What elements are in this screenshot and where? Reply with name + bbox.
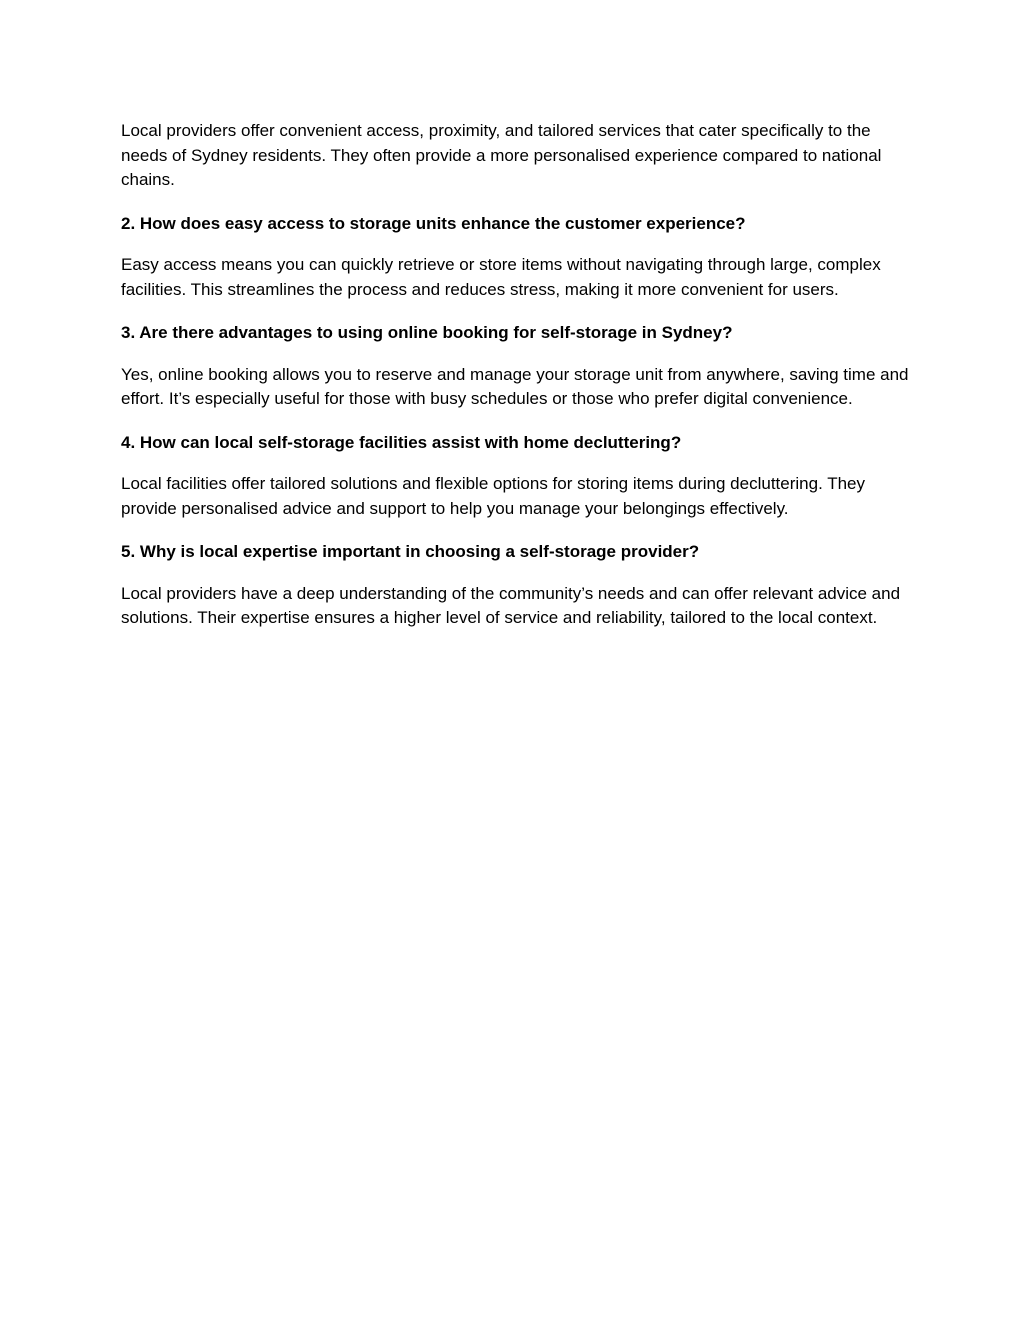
- faq-content: [121, 119, 911, 631]
- question-4: 4. How can local self-storage facilities assist with home decluttering?: [121, 432, 682, 452]
- question-2: 2. How does easy access to storage units enhance the customer experience?: [121, 213, 746, 233]
- answer-1: Local providers offer convenient access, proximity, and tailored services that cater specifically to the needs of Sydney residents. They often provide a more personalised experience compared to national chains.: [121, 121, 882, 189]
- answer-2: Easy access means you can quickly retrieve or store items without navigating through large, complex facilities. This streamlines the process and reduces stress, making it more convenient for users.: [121, 255, 881, 299]
- answer-5: Local providers have a deep understanding of the community’s needs and can offer relevant advice and solutions. Their expertise ensures a higher level of service and reliability, tailored to the local context.: [121, 583, 901, 627]
- question-3: 3. Are there advantages to using online booking for self-storage in Sydney?: [121, 323, 733, 342]
- question-5: 5. Why is local expertise important in choosing a self-storage provider?: [121, 542, 700, 561]
- answer-4: Local facilities offer tailored solutions and flexible options for storing items during decluttering. They provide personalised advice and support to help you manage your belongings effectively.: [121, 474, 865, 518]
- answer-3: Yes, online booking allows you to reserve and manage your storage unit from anywhere, saving time and effort. It’s especially useful for those with busy schedules or those who prefer digital convenience.: [121, 364, 909, 408]
